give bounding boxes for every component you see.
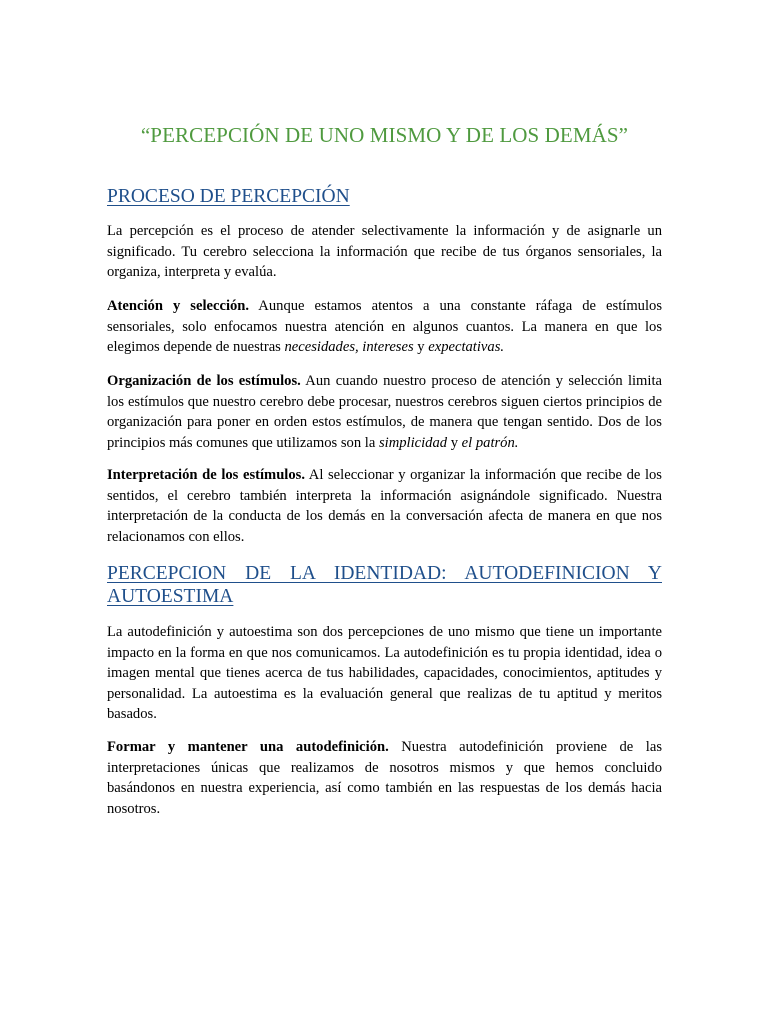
- paragraph-atencion: [107, 296, 662, 358]
- paragraph-italic: necesidades, intereses: [284, 339, 414, 356]
- section-heading-proceso: PROCESO DE PERCEPCIÓN: [107, 186, 350, 207]
- paragraph-text: y: [447, 434, 462, 451]
- paragraph-lead: Interpretación de los estímulos.: [107, 467, 305, 483]
- paragraph-text: Al seleccionar y organizar la información que recibe de los sentidos, el cerebro también interpreta la información asignándole significado. Nuestra interpretación de la conducta de los demás en la conversación afecta de manera en que nos relacionamos con ellos.: [107, 467, 662, 545]
- paragraph-text: Aun cuando nuestro proceso de atención y selección limita los estímulos que nuestro cerebro debe procesar, nuestros cerebros siguen ciertos principios de organización para poner en orden estos estímulos, de manera que tengan sentido. Dos de los principios más comunes que utilizamos son la: [107, 373, 662, 451]
- paragraph-text: y: [413, 339, 429, 356]
- paragraph-text: Aunque estamos atentos a una constante ráfaga de estímulos sensoriales, solo enfocamos nuestra atención en algunos cuantos. La manera en que los elegimos depende de nuestras: [107, 298, 662, 356]
- paragraph-autodefinicion: La autodefinición y autoestima son dos percepciones de uno mismo que tiene un importante impacto en la forma en que nos comunicamos. La autodefinición es tu propia identidad, idea o imagen mental que tienes acerca de tus habilidades, capacidades, conocimientos, aptitudes y personalidad. La autoestima es la evaluación general que realizas de tu aptitud y meritos basados.: [107, 624, 662, 723]
- paragraph-lead: Organización de los estímulos.: [107, 373, 301, 389]
- paragraph-percepcion: La percepción es el proceso de atender selectivamente la información y de asignarle un significado. Tu cerebro selecciona la información que recibe de tus órganos sensoriales, la organiza, interpreta y evalúa.: [107, 223, 662, 281]
- paragraph-italic: el patrón.: [461, 434, 519, 451]
- section-heading-identidad: [107, 562, 662, 608]
- paragraph-organizacion: [107, 371, 662, 453]
- paragraph-lead: Formar y mantener una autodefinición.: [107, 739, 389, 755]
- paragraph-italic: simplicidad: [378, 434, 448, 451]
- paragraph-italic: expectativas.: [428, 339, 505, 356]
- document-title: “PERCEPCIÓN DE UNO MISMO Y DE LOS DEMÁS”: [140, 123, 629, 147]
- section-heading-line: PERCEPCION DE LA IDENTIDAD: AUTODEFINICION Y: [107, 563, 662, 584]
- section-heading-line: AUTOESTIMA: [107, 586, 234, 607]
- paragraph-lead: Atención y selección.: [107, 298, 250, 314]
- paragraph-formar: [107, 737, 662, 819]
- paragraph-text: Nuestra autodefinición proviene de las interpretaciones únicas que realizamos de nosotros mismos y que hemos concluido basándonos en nuestra experiencia, así como también en las respuestas de los demás hacia nosotros.: [107, 739, 662, 817]
- paragraph-interpretacion: [107, 465, 662, 547]
